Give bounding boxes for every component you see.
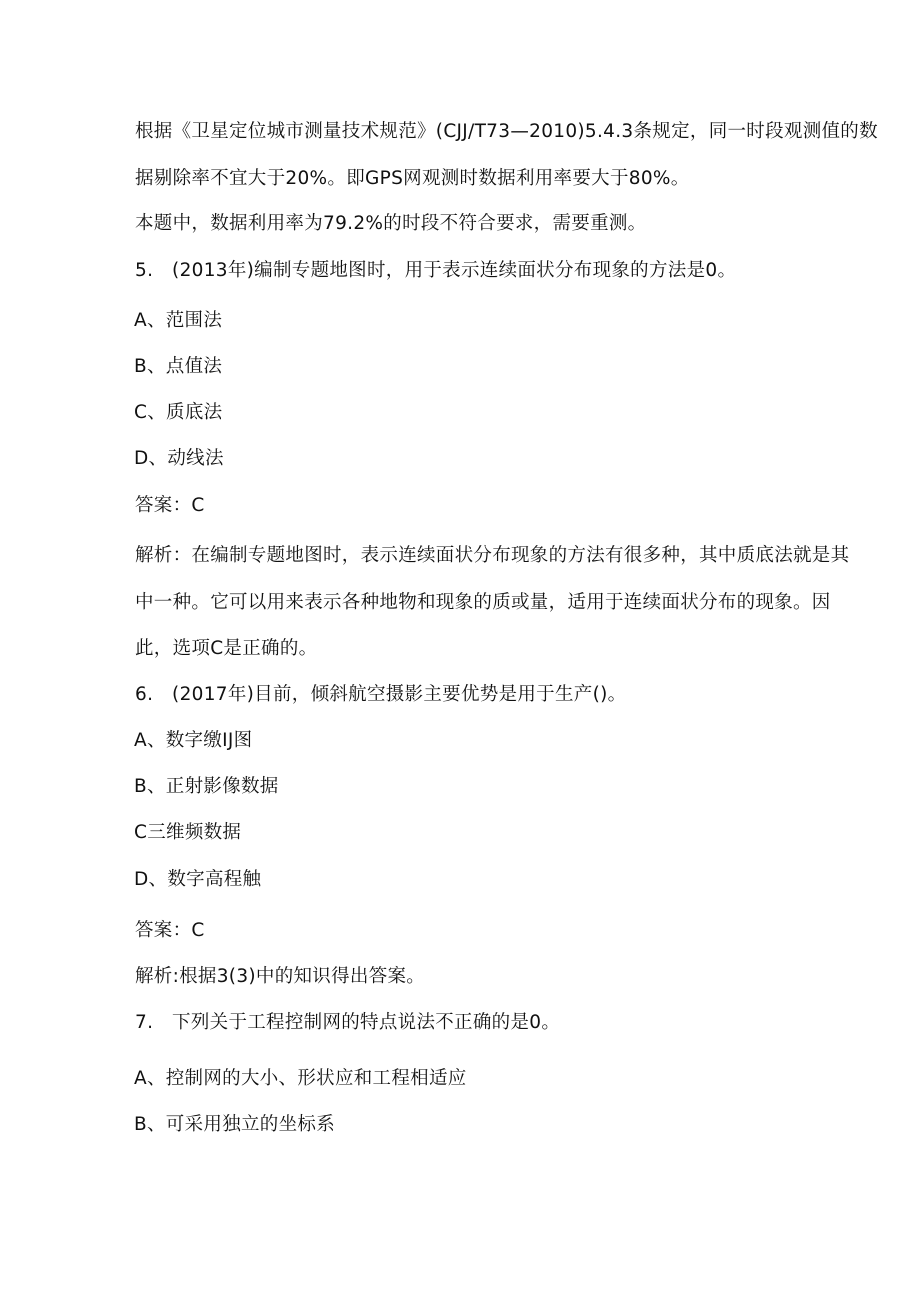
question-text: 5. (2013年)编制专题地图时，用于表示连续面状分布现象的方法是0。 [135, 260, 737, 281]
analysis-text-line: 根据《卫星定位城市测量技术规范》(CJJ/T73—2010)5.4.3条规定，同一时段观测值的数 [135, 121, 878, 142]
option-c: C三维频数据 [134, 822, 242, 843]
analysis-text-line: 本题中，数据利用率为79.2%的时段不符合要求，需要重测。 [135, 213, 647, 234]
option-a: A、控制网的大小、形状应和工程相适应 [134, 1068, 467, 1089]
answer-text: 答案：C [135, 920, 205, 941]
analysis-text-line: 此，选项C是正确的。 [135, 638, 318, 659]
analysis-text-line: 中一种。它可以用来表示各种地物和现象的质或量，适用于连续面状分布的现象。因 [135, 592, 831, 613]
analysis-text-line: 解析：在编制专题地图时，表示连续面状分布现象的方法有很多种，其中质底法就是其 [135, 545, 850, 566]
option-a: A、数字缴IJ图 [134, 730, 253, 751]
option-b: B、正射影像数据 [134, 776, 279, 797]
answer-text: 答案：C [135, 495, 205, 516]
option-b: B、点值法 [134, 356, 223, 377]
question-text: 6. (2017年)目前，倾斜航空摄影主要优势是用于生产()。 [135, 684, 627, 705]
analysis-text-line: 解析:根据3(3)中的知识得出答案。 [135, 966, 426, 987]
question-text: 7. 下列关于工程控制网的特点说法不正确的是0。 [135, 1012, 561, 1033]
option-d: D、数字高程触 [134, 869, 262, 890]
analysis-text-line: 据剔除率不宜大于20%。即GPS网观测时数据利用率要大于80%。 [135, 168, 690, 189]
option-c: C、质底法 [134, 402, 223, 423]
option-a: A、范围法 [134, 310, 223, 331]
option-d: D、动线法 [134, 448, 224, 469]
option-b: B、可采用独立的坐标系 [134, 1114, 335, 1135]
